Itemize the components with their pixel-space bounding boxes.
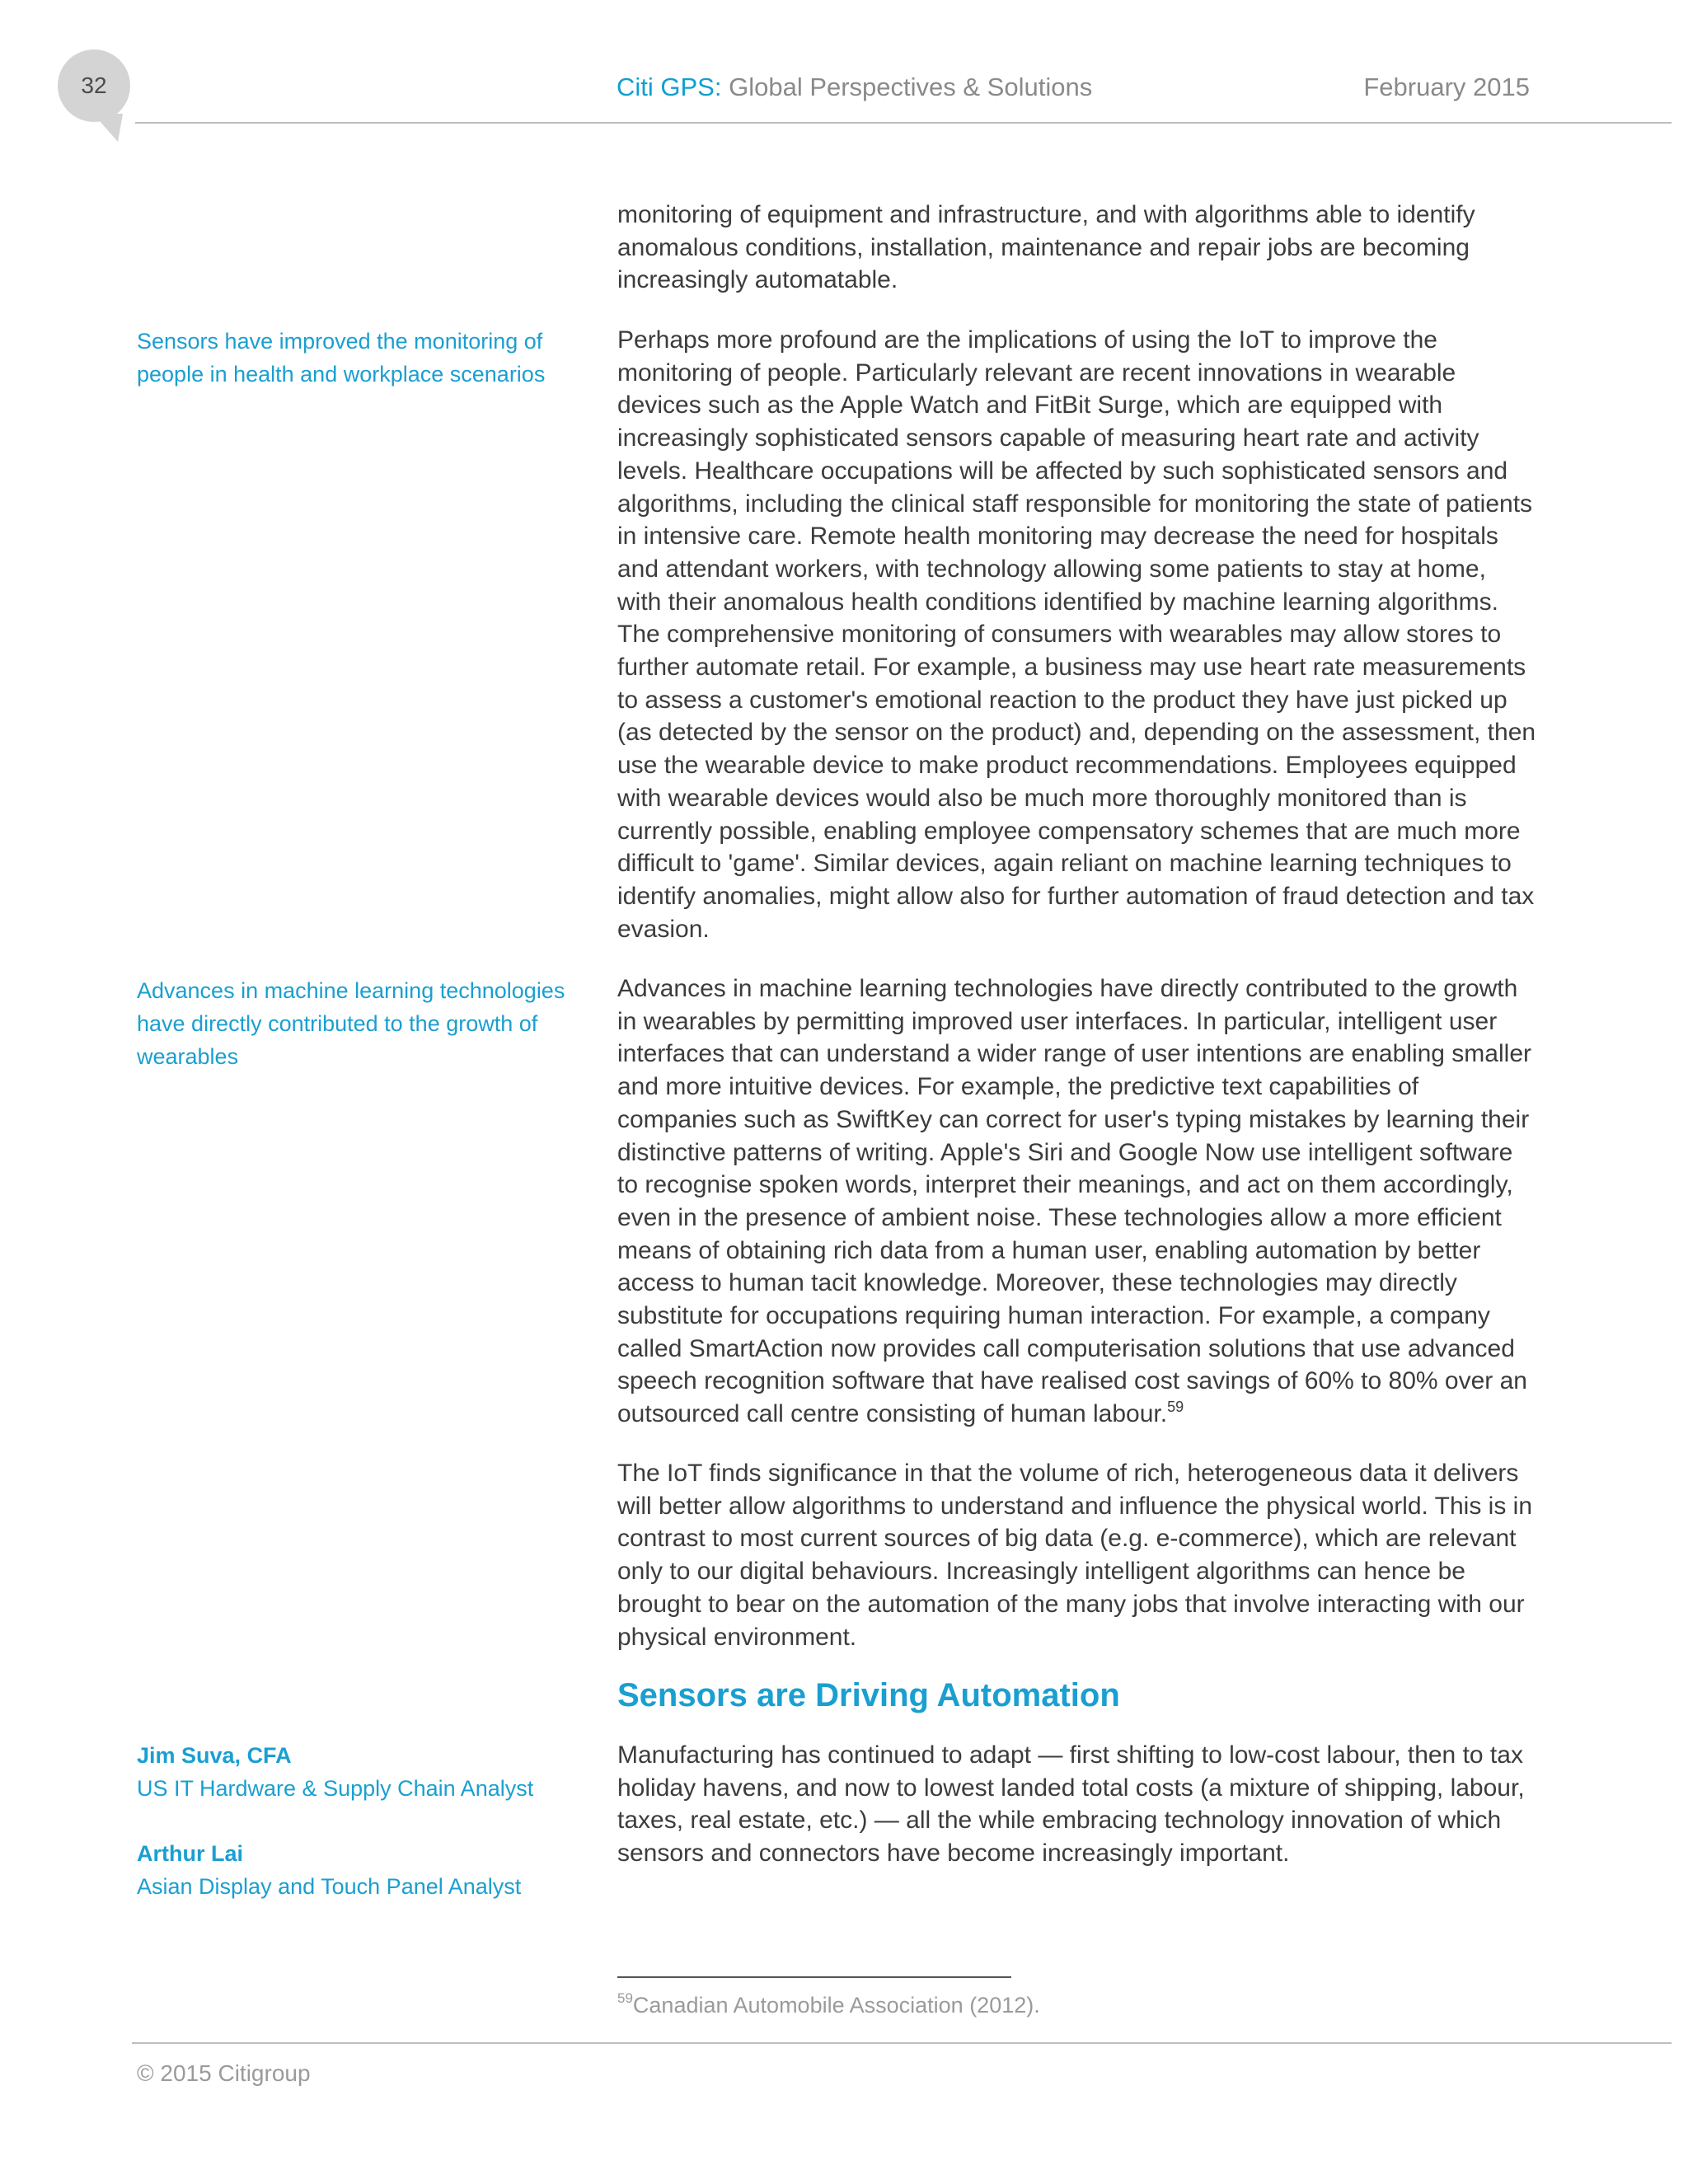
page-number: 32 <box>81 73 107 98</box>
header-brand: Citi GPS: <box>617 73 722 101</box>
author-name: Jim Suva, CFA <box>137 1743 292 1768</box>
author-name: Arthur Lai <box>137 1841 244 1866</box>
footnote <box>617 1990 1040 2018</box>
header-subtitle: Global Perspectives & Solutions <box>729 73 1093 101</box>
paragraph-text: Perhaps more profound are the implications of using the IoT to improve the monitoring of people. Particularly relevant are recent innovations in wearable devices such as the Apple Watch and FitBit Surge, which are equipped with increasingly sophisticated sensors capable of measuring heart rate and activity levels. Healthcare occupations will be affected by such sophisticated sensors and algorithms, including the clinical staff responsible for monitoring the state of patients in intensive care. Remote health monitoring may decrease the need for hospitals and attendant workers, with technology allowing some patients to stay at home, with their anomalous health conditions identified by machine learning algorithms. The comprehensive monitoring of consumers with wearables may allow stores to further automate retail. For example, a business may use heart rate measurements to assess a customer's emotional reaction to the product they have just picked up (as detected by the sensor on the product) and, depending on the assessment, then use the wearable device to make product recommendations. Employees equipped with wearable devices would also be much more thoroughly monitored than is currently possible, enabling employee compensatory schemes that are much more difficult to 'game'. Similar devices, again reliant on machine learning techniques to identify anomalies, might allow also for further automation of fraud detection and tax evasion. <box>617 326 1536 943</box>
sidenote-machine-learning: Advances in machine learning technologies have directly contributed to the growth of wearables <box>137 978 565 1069</box>
header-title <box>617 73 1092 102</box>
paragraph-text: Manufacturing has continued to adapt — first shifting to low-cost labour, then to tax holiday havens, and now to lowest landed total costs (a mixture of shipping, labour, taxes, real estate, etc.) — all the while embracing technology innovation of which sensors and connectors have become increasingly important. <box>617 1741 1525 1868</box>
body-paragraph-5 <box>617 1739 1536 1870</box>
footer-divider <box>132 2042 1672 2044</box>
page-number-badge <box>58 49 130 122</box>
body-paragraph-4 <box>617 1457 1536 1653</box>
header-divider <box>135 122 1672 124</box>
paragraph-text: monitoring of equipment and infrastructure, and with algorithms able to identify anomalous conditions, installation, maintenance and repair jobs are becoming increasingly automatable. <box>617 201 1475 294</box>
author-block <box>137 1739 598 1805</box>
section-heading: Sensors are Driving Automation <box>617 1677 1120 1713</box>
copyright: © 2015 Citigroup <box>137 2060 311 2086</box>
body-paragraph-3 <box>617 972 1536 1431</box>
body-paragraph-1 <box>617 199 1536 297</box>
sidenote-sensors: Sensors have improved the monitoring of people in health and workplace scenarios <box>137 329 546 387</box>
header-date: February 2015 <box>1363 73 1530 101</box>
paragraph-text: The IoT finds significance in that the volume of rich, heterogeneous data it delivers will better allow algorithms to understand and influence the physical world. This is in contrast to most current sources of big data (e.g. e-commerce), which are relevant only to our digital behaviours. Increasingly intelligent algorithms can hence be brought to bear on the automation of the many jobs that involve interacting with our physical environment. <box>617 1460 1533 1651</box>
footnote-number: 59 <box>617 1990 633 2006</box>
footnote-reference[interactable]: 59 <box>1167 1399 1184 1416</box>
footnote-divider <box>617 1976 1011 1978</box>
author-role: Asian Display and Touch Panel Analyst <box>137 1874 522 1899</box>
author-role: US IT Hardware & Supply Chain Analyst <box>137 1776 534 1801</box>
page-number-badge-tail <box>88 114 123 142</box>
footnote-text: Canadian Automobile Association (2012). <box>632 1993 1040 2018</box>
author-block <box>137 1837 598 1903</box>
paragraph-text: Advances in machine learning technologies have directly contributed to the growth in wearables by permitting improved user interfaces. In particular, intelligent user interfaces that can understand a wider range of user intentions are enabling smaller and more intuitive devices. For example, the predictive text capabilities of companies such as SwiftKey can correct for user's typing mistakes by learning their distinctive patterns of writing. Apple's Siri and Google Now use intelligent software to recognise spoken words, interpret their meanings, and act on them accordingly, even in the presence of ambient noise. These technologies allow a more efficient means of obtaining rich data from a human user, enabling automation by better access to human tacit knowledge. Moreover, these technologies may directly substitute for occupations requiring human interaction. For example, a company called SmartAction now provides call computerisation solutions that use advanced speech recognition software that have realised cost savings of 60% to 80% over an outsourced call centre consisting of human labour. <box>617 975 1531 1428</box>
body-paragraph-2 <box>617 324 1536 945</box>
